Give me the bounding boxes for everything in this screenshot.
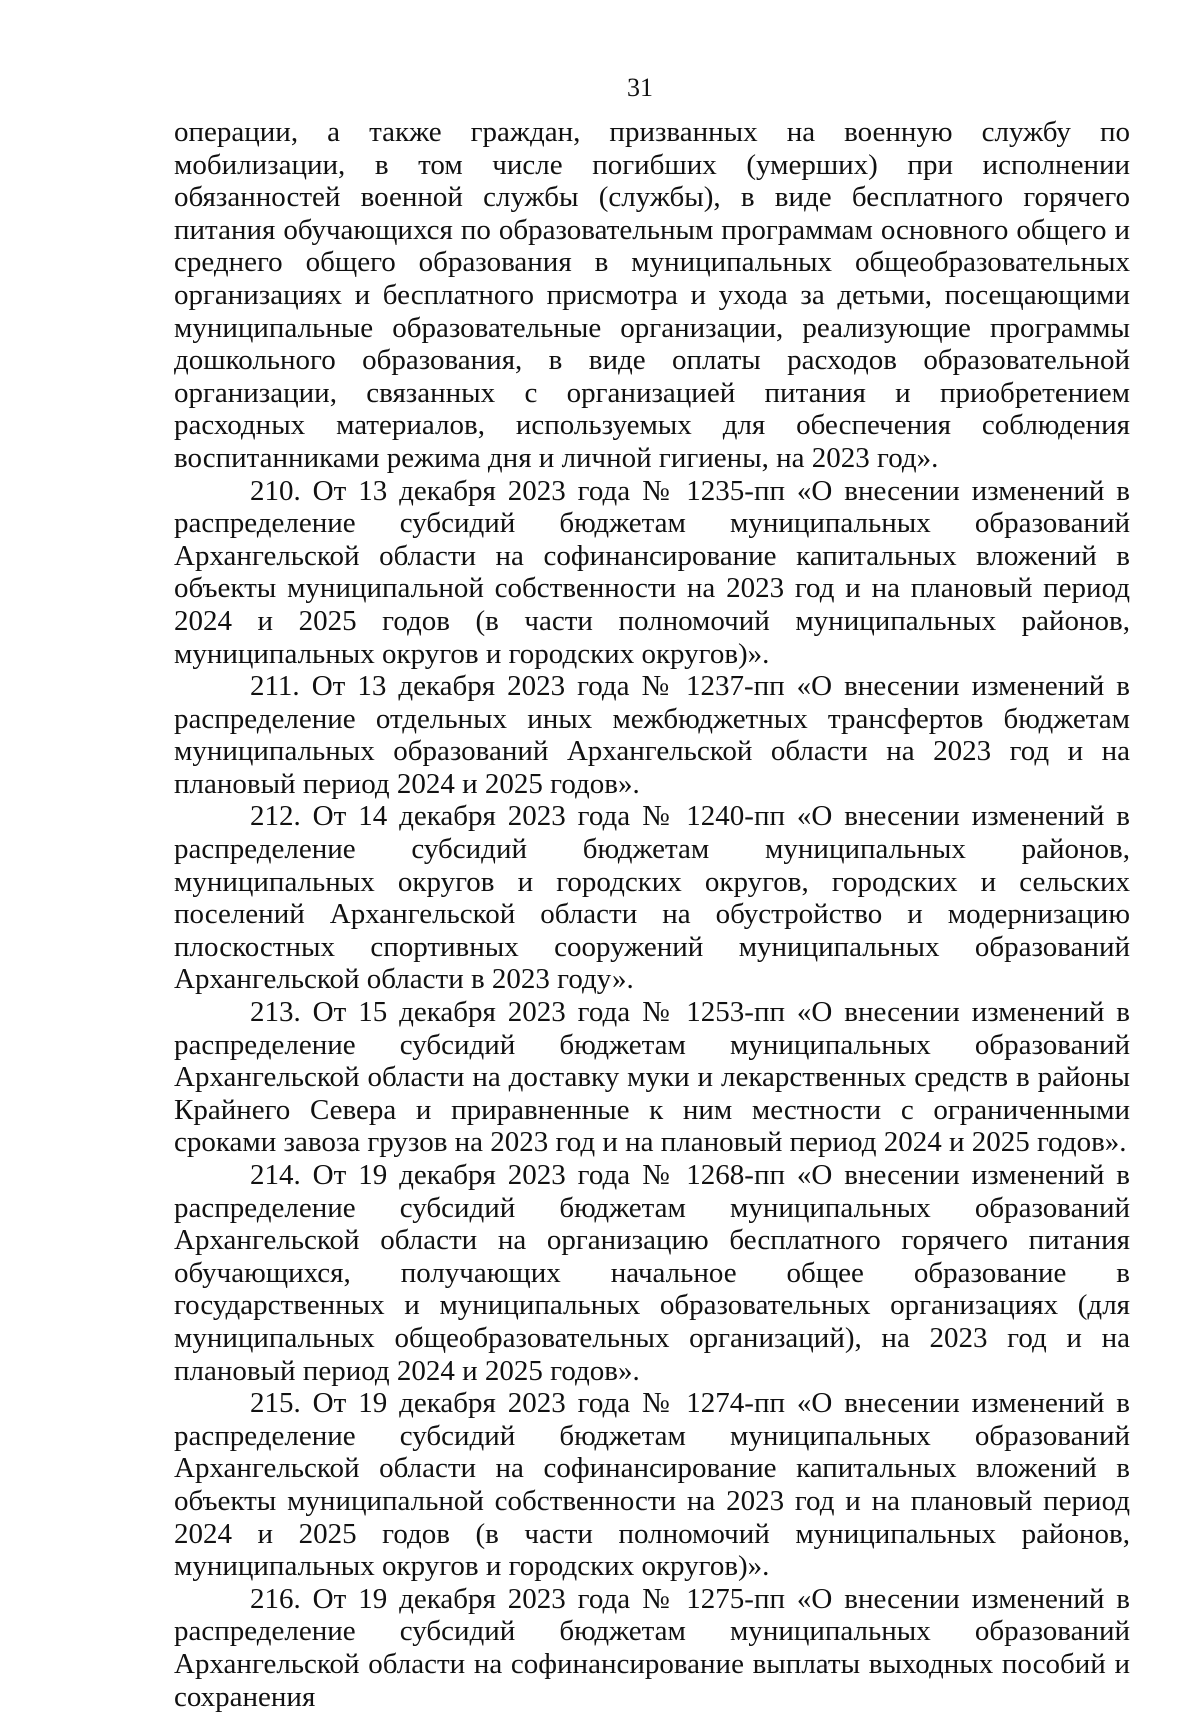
document-body bbox=[174, 116, 1130, 1713]
item-number: 212. bbox=[250, 800, 301, 833]
paragraph-text: операции, а также граждан, призванных на военную службу по мобилизации, в том числе погибших (умерших) при исполнении обязанностей военной службы (службы), в виде бесплатного горячего питания обучающихся по образовательным программам основного общего и среднего общего образования в муниципальных общеобразовательных организациях и бесплатного присмотра и ухода за детьми, посещающими муниципальные образовательные организации, реализующие программы дошкольного образования, в виде оплаты расходов образовательной организации, связанных с организацией питания и приобретением расходных материалов, используемых для обеспечения соблюдения воспитанниками режима дня и личной гигиены, на 2023 год». bbox=[174, 116, 1130, 474]
list-item-211 bbox=[174, 670, 1130, 800]
page-number: 31 bbox=[627, 73, 653, 102]
paragraph-text: От 19 декабря 2023 года № 1274-пп «О внесении изменений в распределение субсидий бюджетам муниципальных образований Архангельской области на софинансирование капитальных вложений в объекты муниципальной собственности на 2023 год и на плановый период 2024 и 2025 годов (в части полномочий муниципальных районов, муниципальных округов и городских округов)». bbox=[174, 1387, 1130, 1583]
item-number: 211. bbox=[250, 670, 300, 703]
list-item-214 bbox=[174, 1159, 1130, 1387]
item-number: 216. bbox=[250, 1582, 301, 1615]
paragraph-text: От 13 декабря 2023 года № 1235-пп «О внесении изменений в распределение субсидий бюджетам муниципальных образований Архангельской области на софинансирование капитальных вложений в объекты муниципальной собственности на 2023 год и на плановый период 2024 и 2025 годов (в части полномочий муниципальных районов, муниципальных округов и городских округов)». bbox=[174, 474, 1130, 670]
list-item-210 bbox=[174, 475, 1130, 671]
list-item-215 bbox=[174, 1387, 1130, 1583]
paragraph-text: От 19 декабря 2023 года № 1275-пп «О внесении изменений в распределение субсидий бюджетам муниципальных образований Архангельской области на софинансирование выплаты выходных пособий и сохранения bbox=[174, 1582, 1130, 1713]
item-number: 214. bbox=[250, 1159, 301, 1191]
item-number: 215. bbox=[250, 1387, 301, 1420]
item-number: 213. bbox=[250, 996, 301, 1029]
list-item-213 bbox=[174, 996, 1130, 1159]
item-number: 210. bbox=[250, 474, 301, 507]
paragraph-text: От 15 декабря 2023 года № 1253-пп «О внесении изменений в распределение субсидий бюджетам муниципальных образований Архангельской области на доставку муки и лекарственных средств в районы Крайнего Севера и приравненные к ним местности с ограниченными сроками завоза грузов на 2023 год и на плановый период 2024 и 2025 годов». bbox=[174, 996, 1130, 1159]
list-item-216 bbox=[174, 1583, 1130, 1713]
paragraph-text: От 19 декабря 2023 года № 1268-пп «О внесении изменений в распределение субсидий бюджетам муниципальных образований Архангельской области на организацию бесплатного горячего питания обучающихся, получающих начальное общее образование в государственных и муниципальных образовательных организациях (для муниципальных общеобразовательных организаций), на 2023 год и на плановый период 2024 и 2025 годов». bbox=[174, 1159, 1130, 1387]
paragraph-continuation bbox=[174, 116, 1130, 475]
list-item-212 bbox=[174, 800, 1130, 996]
paragraph-text: От 13 декабря 2023 года № 1237-пп «О внесении изменений в распределение отдельных иных межбюджетных трансфертов бюджетам муниципальных образований Архангельской области на 2023 год и на плановый период 2024 и 2025 годов». bbox=[174, 670, 1131, 800]
paragraph-text: От 14 декабря 2023 года № 1240-пп «О внесении изменений в распределение субсидий бюджетам муниципальных районов, муниципальных округов и городских округов, городских и сельских поселений Архангельской области на обустройство и модернизацию плоскостных спортивных сооружений муниципальных образований Архангельской области в 2023 году». bbox=[174, 800, 1130, 996]
